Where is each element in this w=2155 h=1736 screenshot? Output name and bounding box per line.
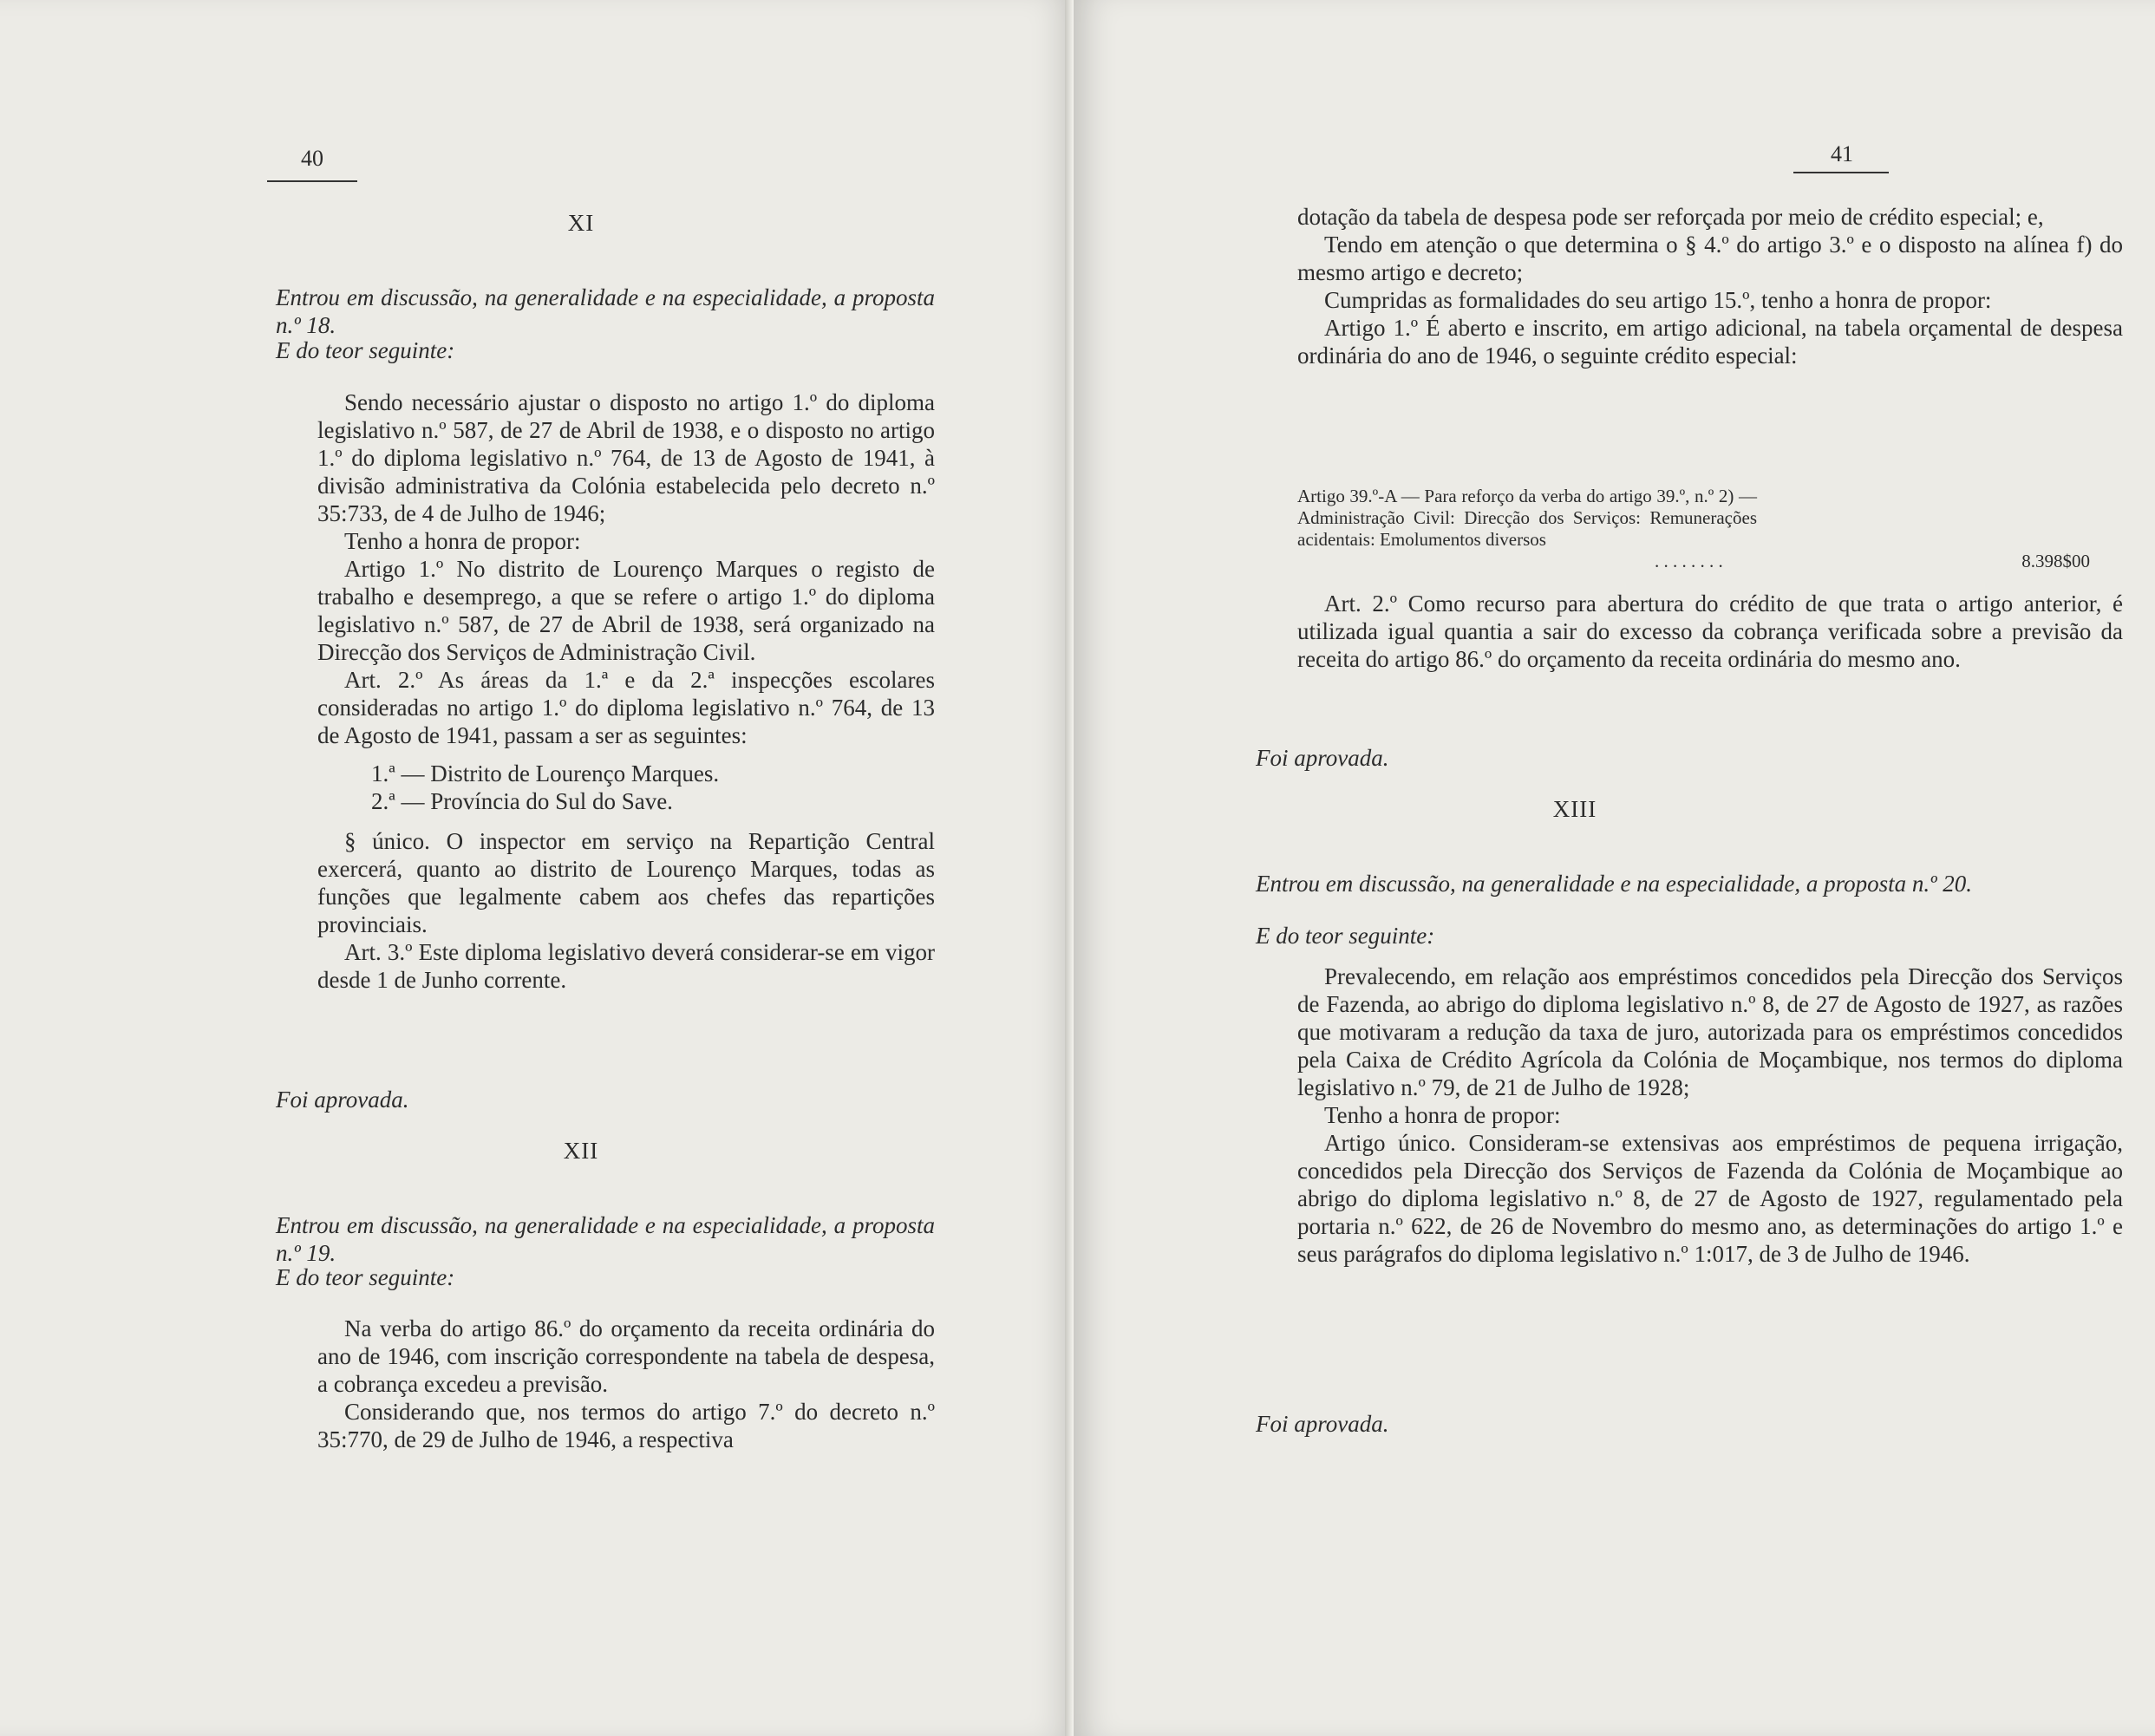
result-text: Foi aprovada.	[1256, 1411, 1389, 1437]
section-intro-text: Entrou em discussão, na generalidade e na especialidade, a proposta n.º 19.	[276, 1212, 935, 1266]
paragraph: Artigo 1.º É aberto e inscrito, em artigo adicional, na tabela orçamental de despesa ordinária do ano de 1946, o seguinte crédito especial:	[1297, 315, 2123, 369]
page-number-rule	[1793, 172, 1889, 173]
section-body	[317, 388, 935, 994]
page-number: 40	[301, 146, 323, 171]
section-body	[1297, 963, 2123, 1268]
paragraph: Tenho a honra de propor:	[344, 528, 581, 554]
list-item: 2.ª — Província do Sul do Save.	[371, 788, 673, 814]
paragraph: Art. 2.º As áreas da 1.ª e da 2.ª inspecções escolares consideradas no artigo 1.º do diploma legislativo n.º 764, de 13 de Agosto de 1941, passam a ser as seguintes:	[317, 667, 935, 748]
paragraph: Art. 2.º Como recurso para abertura do crédito de que trata o artigo anterior, é utilizada igual quantia a sair do excesso da cobrança verificada sobre a previsão da receita do artigo 86.º do orçamento da receita ordinária do mesmo ano.	[1297, 591, 2123, 672]
paragraph: Artigo 1.º No distrito de Lourenço Marques o registo de trabalho e desemprego, a que se refere o artigo 1.º do diploma legislativo n.º 587, de 27 de Abril de 1938, será organizado na Direcção dos Serviços de Administração Civil.	[317, 556, 935, 665]
section-intro	[1256, 846, 2123, 921]
paragraph: Cumpridas as formalidades do seu artigo 15.º, tenho a honra de propor:	[1324, 287, 1992, 313]
section-numeral: XIII	[1552, 796, 1597, 822]
result-text: Foi aprovada.	[1256, 745, 1389, 771]
section-body	[317, 1315, 935, 1453]
paragraph: Considerando que, nos termos do artigo 7.º do decreto n.º 35:770, de 29 de Julho de 1946, a respectiva	[317, 1399, 935, 1452]
right-page	[1074, 0, 2155, 1736]
paragraph: Art. 3.º Este diploma legislativo deverá considerar-se em vigor desde 1 de Junho corrente.	[317, 939, 935, 993]
area-list	[371, 760, 935, 815]
section-intro-text: Entrou em discussão, na generalidade e na especialidade, a proposta n.º 18.	[276, 284, 935, 338]
paragraph: Artigo único. Consideram-se extensivas aos empréstimos de pequena irrigação, concedidos pela Direcção dos Serviços de Fazenda da Colónia de Moçambique ao abrigo do diploma legislativo n.º 8, de 27 de Agosto de 1927, regulamentado pela portaria n.º 622, de 26 de Novembro do mesmo ano, as determinações do artigo 1.º e seus parágrafos do diploma legislativo n.º 1:017, de 3 de Julho de 1946.	[1297, 1130, 2123, 1267]
page-number-rule	[267, 180, 357, 182]
list-item: 1.ª — Distrito de Lourenço Marques.	[371, 760, 720, 786]
section-numeral: XI	[567, 210, 595, 236]
section-teor: E do teor seguinte:	[1256, 923, 1435, 949]
paragraph: Tenho a honra de propor:	[1324, 1102, 1561, 1128]
credit-entry-text: Artigo 39.º-A — Para reforço da verba do artigo 39.º, n.º 2) — Administração Civil: Direcção dos Serviços: Remunerações acidentais: Emolumentos diversos	[1297, 486, 1757, 550]
paragraph: Tendo em atenção o que determina o § 4.º do artigo 3.º e o disposto na alínea f) do mesmo artigo e decreto;	[1297, 232, 2123, 285]
result-text: Foi aprovada.	[276, 1087, 409, 1113]
paragraph: Na verba do artigo 86.º do orçamento da receita ordinária do ano de 1946, com inscrição correspondente na tabela de despesa, a cobrança excedeu a previsão.	[317, 1315, 935, 1397]
section-teor: E do teor seguinte:	[276, 1264, 455, 1290]
section-intro-text: Entrou em discussão, na generalidade e na especialidade, a proposta n.º 20.	[1256, 871, 1973, 897]
credit-entry	[1297, 486, 2034, 551]
section-teor: E do teor seguinte:	[276, 337, 455, 363]
page-number: 41	[1831, 141, 1853, 166]
paragraph: Prevalecendo, em relação aos empréstimos concedidos pela Direcção dos Serviços de Fazenda, ao abrigo do diploma legislativo n.º 8, de 27 de Agosto de 1927, as razões que motivaram a redução da taxa de juro, autorizada para os empréstimos concedidos pela Caixa de Crédito Agrícola da Colónia de Moçambique, nos termos do diploma legislativo n.º 79, de 21 de Julho de 1928;	[1297, 963, 2123, 1100]
paragraph: Sendo necessário ajustar o disposto no artigo 1.º do diploma legislativo n.º 587, de 27 de Abril de 1938, e o disposto no artigo 1.º do diploma legislativo n.º 764, de 13 de Agosto de 1941, à divisão administrativa da Colónia estabelecida pelo decreto n.º 35:733, de 4 de Julho de 1946;	[317, 389, 935, 526]
section-numeral: XII	[563, 1138, 599, 1164]
left-page	[0, 0, 1074, 1736]
credit-entry-leader: . . . . . . . .	[1655, 551, 1723, 571]
section-body	[1297, 590, 2123, 673]
paragraph: § único. O inspector em serviço na Repartição Central exercerá, quanto ao distrito de Lourenço Marques, todas as funções que legalmente cabem aos chefes das repartições provinciais.	[317, 828, 935, 937]
paragraph: dotação da tabela de despesa pode ser reforçada por meio de crédito especial; e,	[1297, 204, 2044, 230]
section-body	[1297, 203, 2123, 369]
credit-entry-amount: 8.398$00	[2021, 551, 2090, 571]
